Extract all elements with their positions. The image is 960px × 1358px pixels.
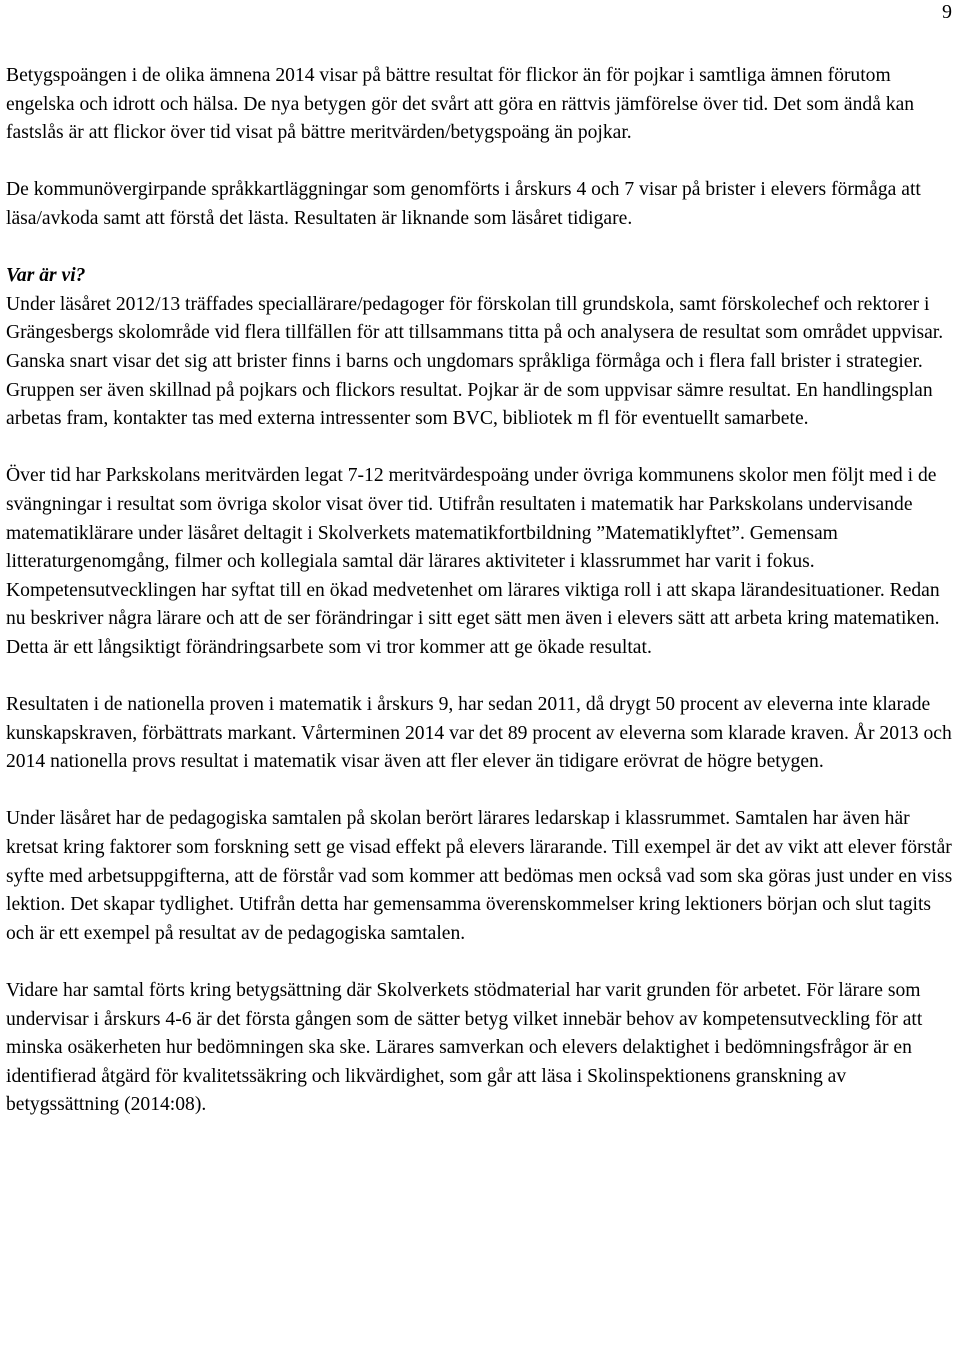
paragraph-school-year-meetings: Under läsåret 2012/13 träffades speciallärare/pedagoger för förskolan till grundskola, samt förskolechef och rektorer i Grängesbergs skolområde vid flera tillfällen för att tillsammans titta på och analysera de resultat som området uppvisar. Ganska snart visar det sig att brister finns i barns och ungdomars språkliga förmåga och i flera fall brister i strategier. Gruppen ser även skillnad på pojkars och flickors resultat. Pojkar är de som uppvisar sämre resultat. En handlingsplan arbetas fram, kontakter tas med externa intressenter som BVC, bibliotek m fl för eventuellt samarbete. [6,293,944,430]
paragraph-spacer [6,662,956,691]
document-body [6,62,956,1120]
paragraph-spacer [6,948,956,977]
paragraph-grading: Vidare har samtal förts kring betygsättning där Skolverkets stödmaterial har varit grunden för arbetet. För lärare som undervisar i årskurs 4-6 är det första gången som de sätter betyg vilket innebär behov av kompetensutveckling för att minska osäkerheten hur bedömningen ska ske. Lärares samverkan och elevers delaktighet i bedömningsfrågor är en identifierad åtgärd för kvalitetssäkring och likvärdighet, som går att läsa i Skolinspektionens granskning av betygssättning (2014:08). [6,980,923,1116]
paragraph-national-tests: Resultaten i de nationella proven i matematik i årskurs 9, har sedan 2011, då drygt 50 procent av eleverna inte klarade kunskapskraven, förbättrats markant. Vårterminen 2014 var det 89 procent av eleverna som klarade kraven. År 2013 och 2014 nationella provs resultat i matematik visar även att fler elever än tidigare erövrat de högre betygen. [6,694,952,773]
paragraph-grades-gender: Betygspoängen i de olika ämnena 2014 visar på bättre resultat för flickor än för pojkar i samtliga ämnen förutom engelska och idrott och hälsa. De nya betygen gör det svårt att göra en rättvis jämförelse över tid. Det som ändå kan fastslås är att flickor över tid visat på bättre meritvärden/betygspoäng än pojkar. [6,65,915,144]
paragraph-spacer [6,148,956,177]
paragraph-pedagogical-talks: Under läsåret har de pedagogiska samtalen på skolan berört lärares ledarskap i klassrummet. Samtalen har även här kretsat kring faktorer som forskning sett ge visad effekt på elevers lärarande. Till exempel är det av vikt att elever förstår syfte med arbetsuppgifterna, att de förstår vad som kommer att bedömas men också vad som ska göras just under en viss lektion. Det skapar tydlighet. Utifrån detta har gemensamma överenskommelser kring lektioners början och slut tagits och är ett exempel på resultat av de pedagogiska samtalen. [6,808,953,944]
paragraph-spacer [6,777,956,806]
page-number: 9 [942,1,952,23]
paragraph-spacer [6,234,956,263]
section-heading: Var är vi? [6,265,86,287]
paragraph-merit-values: Över tid har Parkskolans meritvärden legat 7-12 meritvärdespoäng under övriga kommunens skolor men följt med i de svängningar i resultat som övriga skolor visat över tid. Utifrån resultaten i matematik har Parkskolans undervisande matematiklärare under läsåret deltagit i Skolverkets matematikfortbildning ”Matematiklyftet”. Gemensam litteraturgenomgång, filmer och kollegiala samtal där lärares aktiviteter i klassrummet har varit i fokus. Kompetensutvecklingen har syftat till en ökad medvetenhet om lärares viktiga roll i att skapa lärandesituationer. Redan nu beskriver några lärare och att de ser förändringar i sitt eget sätt men även i elevers sätt att arbeta kring matematiken. Detta är ett långsiktigt förändringsarbete som vi tror kommer att ge ökade resultat. [6,465,940,658]
paragraph-spacer [6,434,956,463]
paragraph-language-mapping: De kommunövergirpande språkkartläggningar som genomförts i årskurs 4 och 7 visar på brister i elevers förmåga att läsa/avkoda samt att förstå det lästa. Resultaten är liknande som läsåret tidigare. [6,179,921,229]
